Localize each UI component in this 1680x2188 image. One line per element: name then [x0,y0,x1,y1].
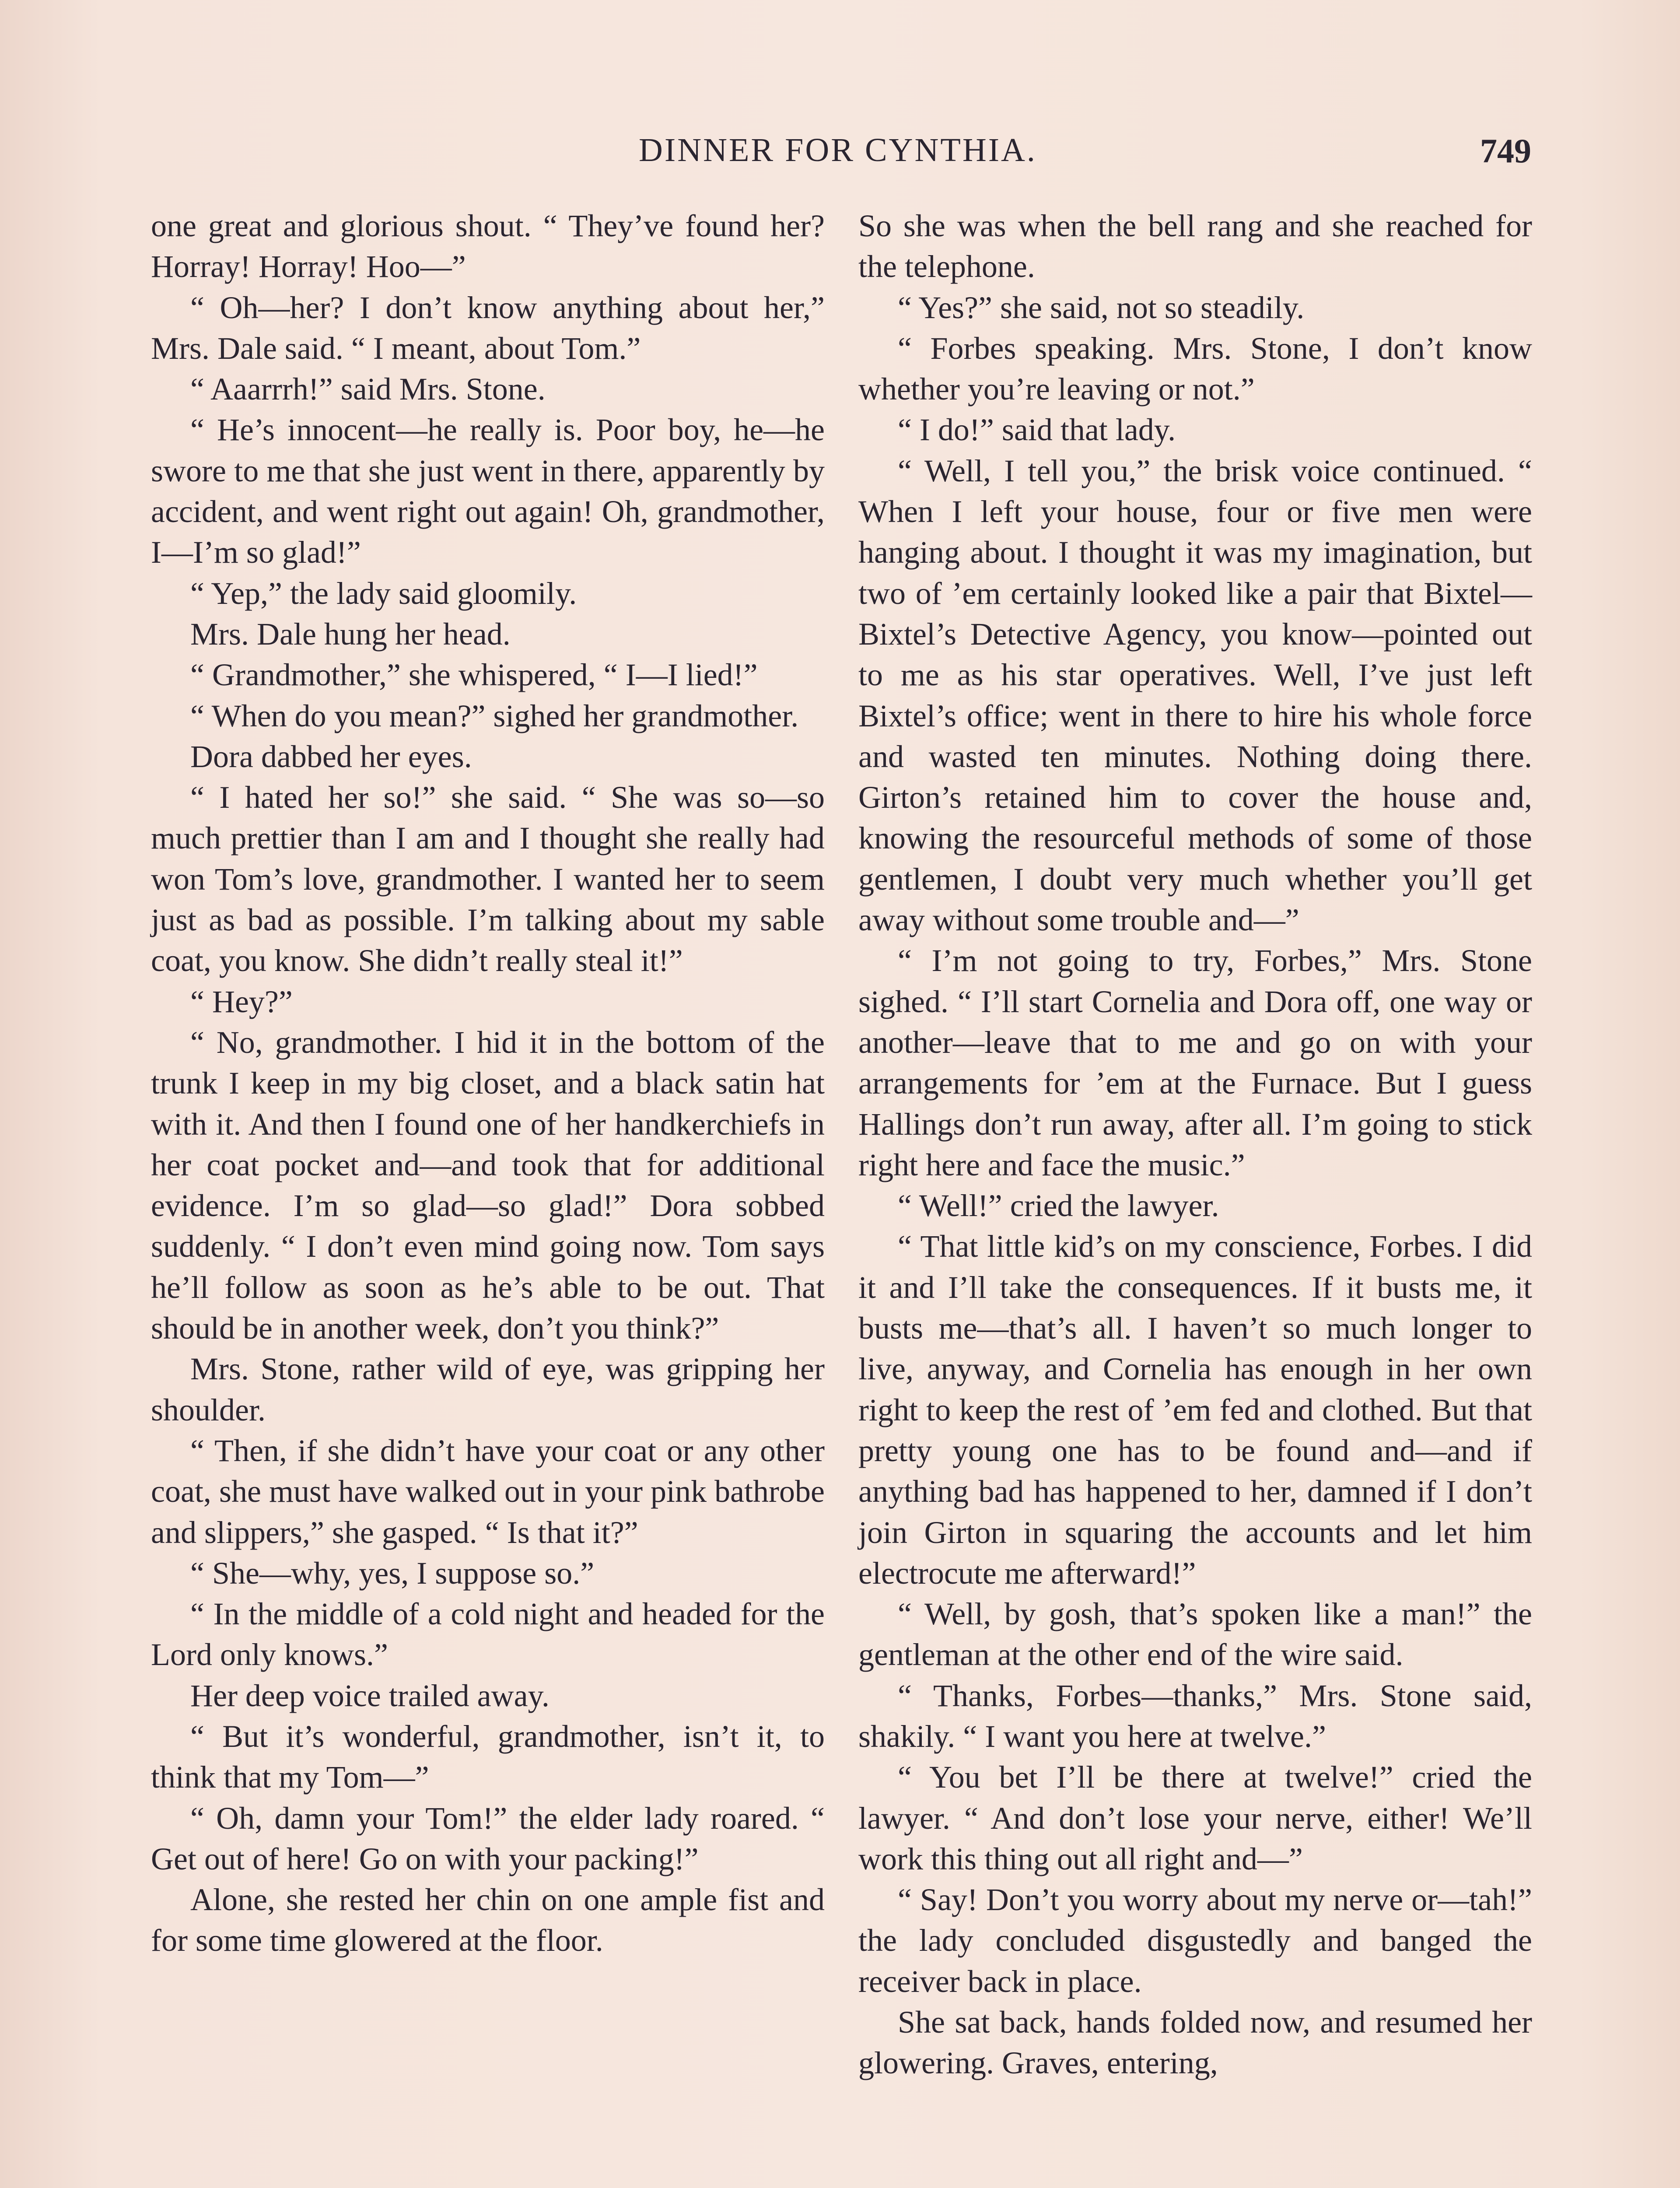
paragraph: She sat back, hands folded now, and resumed her glowering. Graves, entering, [858,2005,1532,2081]
paragraph: “ Say! Don’t you worry about my nerve or—tah!” the lady concluded disgustedly and banged the receiver back in place. [858,1882,1532,1999]
paragraph: “ I’m not going to try, Forbes,” Mrs. Stone sighed. “ I’ll start Cornelia and Dora off, one way or another—leave that to me and go on with your arrangements for ’em at the Furnace. But I guess Hallings don’t run away, after all. I’m going to stick right here and face the music.” [858,943,1532,1182]
paragraph: “ When do you mean?” sighed her grandmother. [190,698,799,733]
paragraph: “ In the middle of a cold night and headed for the Lord only knows.” [151,1596,825,1673]
paragraph: “ Oh, damn your Tom!” the elder lady roared. “ Get out of here! Go on with your packing!” [151,1800,825,1876]
paragraph: “ I hated her so!” she said. “ She was so—so much prettier than I am and I thought she really had won Tom’s love, grandmother. I wanted her to seem just as bad as possible. I’m talking about my sable coat, you know. She didn’t really steal it!” [151,780,825,978]
paragraph: “ Forbes speaking. Mrs. Stone, I don’t know whether you’re leaving or not.” [858,330,1532,407]
left-column [151,206,825,1961]
paragraph: Dora dabbed her eyes. [190,739,472,774]
paragraph: “ You bet I’ll be there at twelve!” cried the lawyer. “ And don’t lose your nerve, either! We’ll work this thing out all right and—” [858,1760,1532,1876]
paragraph: Mrs. Dale hung her head. [190,616,511,652]
page-header [144,131,1531,179]
paragraph: one great and glorious shout. “ They’ve found her? Horray! Horray! Hoo—” [151,208,825,284]
paragraph: “ Well, I tell you,” the brisk voice continued. “ When I left your house, four or five men were hanging about. I thought it was my imagination, but two of ’em certainly looked like a pair that Bixtel—Bixtel’s Detective Agency, you know—pointed out to me as his star operatives. Well, I’ve just left Bixtel’s office; went in there to hire his whole force and wasted ten minutes. Nothing doing there. Girton’s retained him to cover the house and, knowing the resourceful methods of some of those gentlemen, I doubt very much whether you’ll get away without some trouble and—” [858,453,1532,938]
paragraph: “ I do!” said that lady. [898,412,1176,448]
page-number: 749 [1480,132,1531,170]
paragraph: Alone, she rested her chin on one ample fist and for some time glowered at the floor. [151,1882,825,1958]
paragraph: “ Aaarrrh!” said Mrs. Stone. [190,372,546,407]
paragraph: “ Well!” cried the lawyer. [898,1188,1219,1224]
running-title: DINNER FOR CYNTHIA. [639,132,1037,168]
paragraph: “ That little kid’s on my conscience, Forbes. I did it and I’ll take the consequences. If it busts me, it busts me—that’s all. I haven’t so much longer to live, anyway, and Cornelia has enough in her own right to keep the rest of ’em fed and clothed. But that pretty young one has to be found and—and if anything bad has happened to her, damned if I don’t join Girton in squaring the accounts and let him electrocute me afterward!” [858,1229,1532,1591]
paragraph: Mrs. Stone, rather wild of eye, was gripping her shoulder. [151,1351,825,1427]
paragraph: “ No, grandmother. I hid it in the bottom of the trunk I keep in my big closet, and a black satin hat with it. And then I found one of her handkerchiefs in her coat pocket and—and took that for additional evidence. I’m so glad—so glad!” Dora sobbed suddenly. “ I don’t even mind going now. Tom says he’ll follow as soon as he’s able to be out. That should be in another week, don’t you think?” [151,1024,825,1346]
paragraph: “ Hey?” [190,984,293,1019]
paragraph: “ Yes?” she said, not so steadily. [898,290,1305,325]
paragraph: “ Well, by gosh, that’s spoken like a man!” the gentleman at the other end of the wire said. [858,1596,1532,1673]
paragraph: “ Then, if she didn’t have your coat or any other coat, she must have walked out in your pink bathrobe and slippers,” she gasped. “ Is that it?” [151,1433,825,1550]
paragraph: Her deep voice trailed away. [190,1678,550,1713]
paragraph: “ Oh—her? I don’t know anything about her,” Mrs. Dale said. “ I meant, about Tom.” [151,290,825,366]
paragraph: “ Yep,” the lady said gloomily. [190,575,577,611]
paragraph: “ Thanks, Forbes—thanks,” Mrs. Stone said, shakily. “ I want you here at twelve.” [858,1678,1532,1754]
paragraph: “ He’s innocent—he really is. Poor boy, he—he swore to me that she just went in there, apparently by accident, and went right out again! Oh, grandmother, I—I’m so glad!” [151,412,825,570]
paragraph: “ Grandmother,” she whispered, “ I—I lied!” [190,657,758,693]
paragraph: So she was when the bell rang and she reached for the telephone. [858,208,1532,284]
paragraph: “ But it’s wonderful, grandmother, isn’t it, to think that my Tom—” [151,1718,825,1795]
right-column [858,206,1532,2084]
paragraph: “ She—why, yes, I suppose so.” [190,1555,595,1591]
